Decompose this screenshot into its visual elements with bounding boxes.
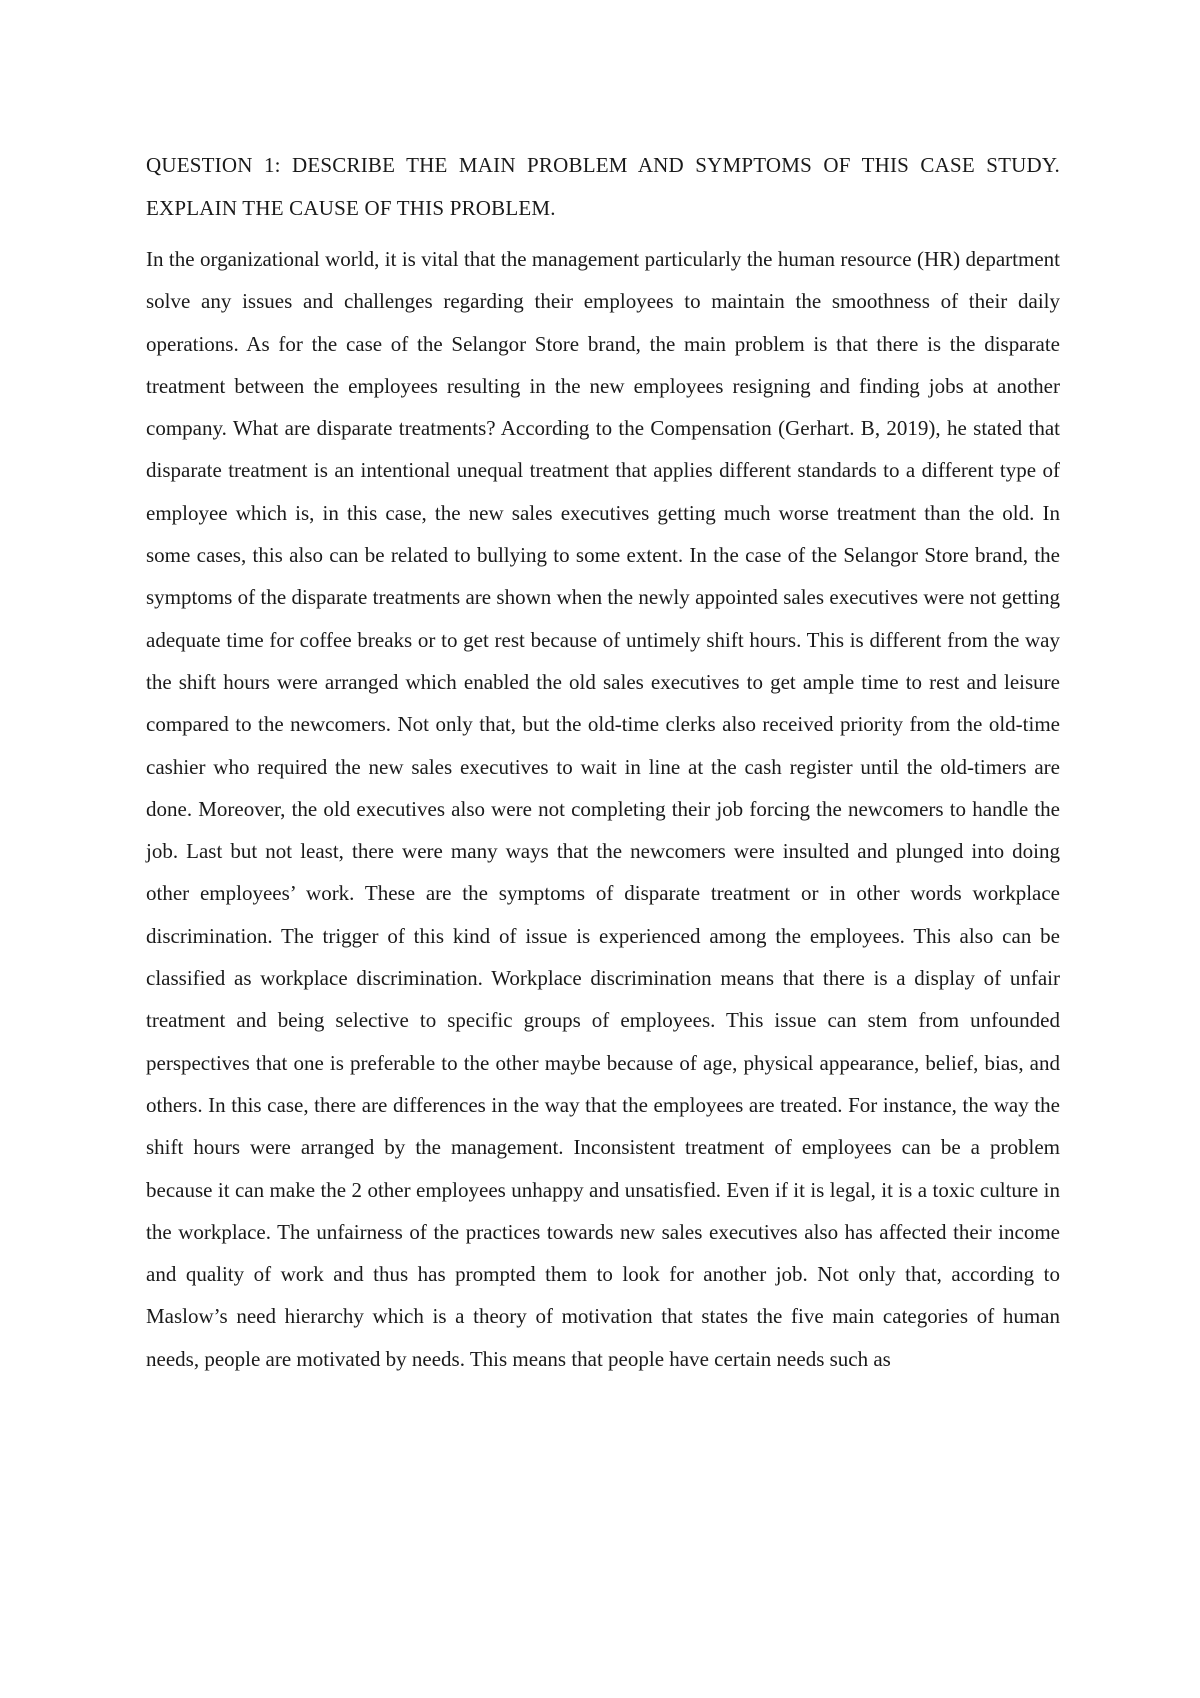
document-content	[146, 144, 1060, 1380]
question-heading: QUESTION 1: DESCRIBE THE MAIN PROBLEM AND SYMPTOMS OF THIS CASE STUDY. EXPLAIN THE CAUSE OF THIS PROBLEM.	[146, 153, 1060, 220]
body-paragraph: In the organizational world, it is vital that the management particularly the human resource (HR) department solve any issues and challenges regarding their employees to maintain the smoothness of their daily operations. As for the case of the Selangor Store brand, the main problem is that there is the disparate treatment between the employees resulting in the new employees resigning and finding jobs at another company. What are disparate treatments? According to the Compensation (Gerhart. B, 2019), he stated that disparate treatment is an intentional unequal treatment that applies different standards to a different type of employee which is, in this case, the new sales executives getting much worse treatment than the old. In some cases, this also can be related to bullying to some extent. In the case of the Selangor Store brand, the symptoms of the disparate treatments are shown when the newly appointed sales executives were not getting adequate time for coffee breaks or to get rest because of untimely shift hours. This is different from the way the shift hours were arranged which enabled the old sales executives to get ample time to rest and leisure compared to the newcomers. Not only that, but the old-time clerks also received priority from the old-time cashier who required the new sales executives to wait in line at the cash register until the old-timers are done. Moreover, the old executives also were not completing their job forcing the newcomers to handle the job. Last but not least, there were many ways that the newcomers were insulted and plunged into doing other employees’ work. These are the symptoms of disparate treatment or in other words workplace discrimination. The trigger of this kind of issue is experienced among the employees. This also can be classified as workplace discrimination. Workplace discrimination means that there is a display of unfair treatment and being selective to specific groups of employees. This issue can stem from unfounded perspectives that one is preferable to the other maybe because of age, physical appearance, belief, bias, and others. In this case, there are differences in the way that the employees are treated. For instance, the way the shift hours were arranged by the management. Inconsistent treatment of employees can be a problem because it can make the 2 other employees unhappy and unsatisfied. Even if it is legal, it is a toxic culture in the workplace. The unfairness of the practices towards new sales executives also has affected their income and quality of work and thus has prompted them to look for another job. Not only that, according to Maslow’s need hierarchy which is a theory of motivation that states the five main categories of human needs, people are motivated by needs. This means that people have certain needs such as	[146, 247, 1060, 1371]
